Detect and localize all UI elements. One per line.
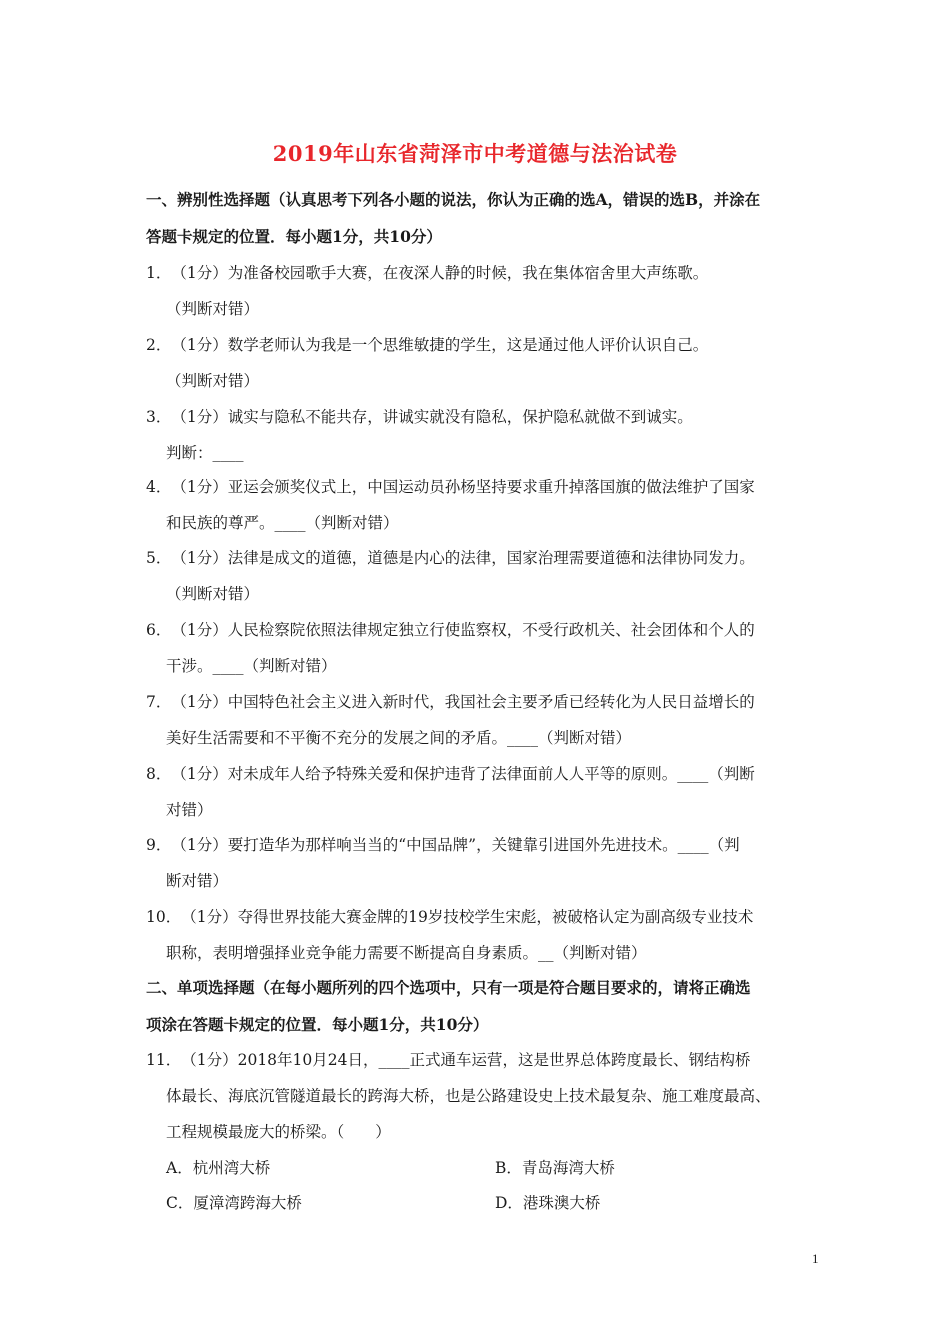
question-7 bbox=[146, 692, 755, 712]
question-1-line2: （判断对错） bbox=[166, 300, 260, 318]
question-3-line2: 判断：____ bbox=[166, 444, 244, 462]
question-number: 10． bbox=[146, 908, 182, 926]
question-11-line2: 体最长、海底沉管隧道最长的跨海大桥，也是公路建设史上技术最复杂、施工难度最高、 bbox=[166, 1087, 771, 1105]
question-1 bbox=[146, 263, 708, 283]
question-5 bbox=[146, 548, 755, 568]
question-6-line2: 干涉。____（判断对错） bbox=[166, 657, 337, 675]
question-11 bbox=[146, 1050, 751, 1070]
question-10-line2: 职称，表明增强择业竞争能力需要不断提高自身素质。__（判断对错） bbox=[166, 944, 647, 962]
question-text: （1分）要打造华为那样响当当的“中国品牌”，关键靠引进国外先进技术。____（判 bbox=[171, 836, 740, 854]
question-number: 8． bbox=[146, 765, 172, 783]
question-5-line2: （判断对错） bbox=[166, 585, 260, 603]
section1-header-line1: 一、辨别性选择题（认真思考下列各小题的说法，你认为正确的选A，错误的选B，并涂在 bbox=[146, 190, 761, 209]
question-4 bbox=[146, 477, 755, 497]
page-title: 2019年山东省菏泽市中考道德与法治试卷 bbox=[272, 141, 678, 166]
question-6 bbox=[146, 620, 755, 640]
option-d: D．港珠澳大桥 bbox=[495, 1194, 601, 1212]
question-number: 7． bbox=[146, 693, 172, 711]
question-2-line2: （判断对错） bbox=[166, 372, 260, 390]
question-text: （1分）人民检察院依照法律规定独立行使监察权，不受行政机关、社会团体和个人的 bbox=[171, 621, 755, 639]
question-number: 5． bbox=[146, 549, 172, 567]
question-text: （1分）诚实与隐私不能共存，讲诚实就没有隐私，保护隐私就做不到诚实。 bbox=[171, 408, 693, 426]
question-8 bbox=[146, 764, 755, 784]
question-number: 1． bbox=[146, 264, 172, 282]
question-11-line3: 工程规模最庞大的桥梁。（ ） bbox=[166, 1123, 391, 1141]
question-3 bbox=[146, 407, 693, 427]
question-number: 11． bbox=[146, 1051, 182, 1069]
question-8-line2: 对错） bbox=[166, 801, 213, 819]
question-9-line2: 断对错） bbox=[166, 872, 229, 890]
section2-header-line1: 二、单项选择题（在每小题所列的四个选项中，只有一项是符合题目要求的，请将正确选 bbox=[146, 978, 751, 997]
question-number: 6． bbox=[146, 621, 172, 639]
question-7-line2: 美好生活需要和不平衡不充分的发展之间的矛盾。____（判断对错） bbox=[166, 729, 632, 747]
question-text: （1分）夺得世界技能大赛金牌的19岁技校学生宋彪，被破格认定为副高级专业技术 bbox=[181, 908, 754, 926]
question-number: 9． bbox=[146, 836, 172, 854]
question-number: 4． bbox=[146, 478, 172, 496]
question-text: （1分）对未成年人给予特殊关爱和保护违背了法律面前人人平等的原则。____（判断 bbox=[171, 765, 755, 783]
question-9 bbox=[146, 835, 740, 855]
question-text: （1分）亚运会颁奖仪式上，中国运动员孙杨坚持要求重升掉落国旗的做法维护了国家 bbox=[171, 478, 755, 496]
question-number: 3． bbox=[146, 408, 172, 426]
option-c: C．厦漳湾跨海大桥 bbox=[166, 1194, 302, 1212]
question-text: （1分）2018年10月24日，____正式通车运营，这是世界总体跨度最长、钢结构桥 bbox=[181, 1051, 751, 1069]
option-a: A．杭州湾大桥 bbox=[166, 1159, 271, 1177]
question-text: （1分）为准备校园歌手大赛，在夜深人静的时候，我在集体宿舍里大声练歌。 bbox=[171, 264, 709, 282]
section1-header-line2: 答题卡规定的位置．每小题1分，共10分） bbox=[146, 227, 442, 246]
question-text: （1分）法律是成文的道德，道德是内心的法律，国家治理需要道德和法律协同发力。 bbox=[171, 549, 755, 567]
section2-header-line2: 项涂在答题卡规定的位置．每小题1分，共10分） bbox=[146, 1015, 489, 1034]
option-b: B．青岛海湾大桥 bbox=[495, 1159, 615, 1177]
page-number: 1 bbox=[812, 1251, 819, 1266]
question-text: （1分）中国特色社会主义进入新时代，我国社会主要矛盾已经转化为人民日益增长的 bbox=[171, 693, 755, 711]
question-number: 2． bbox=[146, 336, 172, 354]
question-10 bbox=[146, 907, 753, 927]
question-text: （1分）数学老师认为我是一个思维敏捷的学生，这是通过他人评价认识自己。 bbox=[171, 336, 709, 354]
question-4-line2: 和民族的尊严。____（判断对错） bbox=[166, 514, 399, 532]
question-2 bbox=[146, 335, 708, 355]
